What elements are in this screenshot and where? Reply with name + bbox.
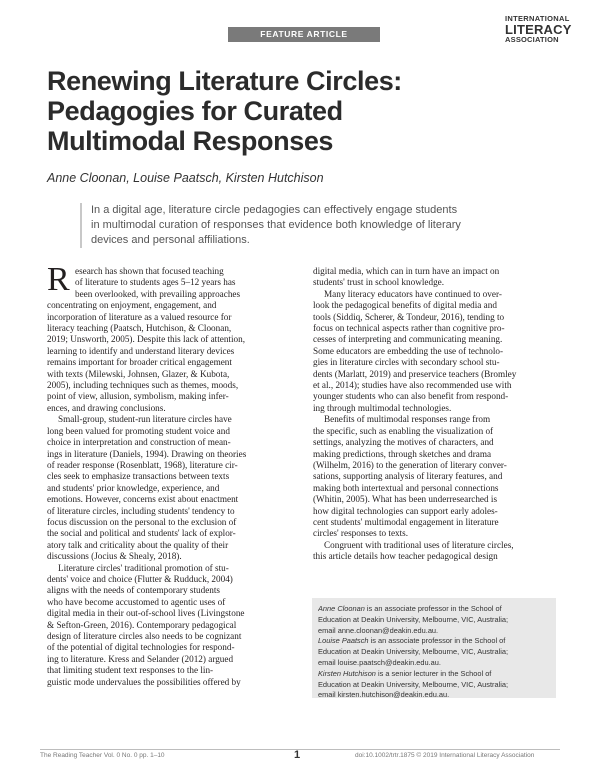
text-line: Congruent with traditional uses of literature circles, [324,539,514,550]
text-line: circles' responses to texts. [313,528,409,539]
text-line: making predictions, through sketches and drama [313,448,492,459]
text-line: dents (Marlatt, 2019) and preservice teachers (Bromley [313,368,517,379]
title-line: Renewing Literature Circles: [47,66,402,96]
text-line: of literature to students ages 5–12 years has [75,277,236,288]
page-number: 1 [294,749,301,761]
journal-citation: The Reading Teacher Vol. 0 No. 0 pp. 1–10 [40,752,165,759]
text-line: settings, analyzing the motives of characters, and [313,437,494,448]
text-line: (Wilhelm, 2016) to the generation of literary conver- [313,459,507,470]
text-line: the specific, such as enabling the visualization of [313,425,494,436]
text-line: ing to literature. Kress and Selander (2012) argued [47,653,234,664]
text-line: cesses of interpreting and communicating meaning. [313,334,503,345]
bio-author-name: Anne Cloonan [318,604,365,613]
text-line: Some educators are embedding the use of technolo- [313,345,504,356]
text-line: incorporation of literature as a valued resource for [47,311,232,322]
text-line: cles seek to emphasize transactions between texts [47,471,230,482]
text-line: this article details how teacher pedagogical design [313,551,498,562]
text-line: look the pedagogical benefits of digital media and [313,300,497,311]
text-line: remains important for broader critical engagement [47,357,232,368]
article-title [47,66,507,156]
body-column-right [313,266,558,563]
text-line: choice in interpretation and construction of mean- [47,437,231,448]
bio-line [318,669,550,680]
text-line: & Sefton-Green, 2016). Contemporary pedagogical [47,619,237,630]
feature-article-label: FEATURE ARTICLE [228,27,380,42]
text-line: who have become accustomed to agentic uses of [47,596,226,607]
text-line: ing through multimodal technologies. [313,402,452,413]
text-line: emotions. However, concerns exist about enactment [47,494,239,505]
text-line: with texts (Milewski, Johnsen, Glazer, & Kubota, [47,368,230,379]
body-column-left [47,261,300,688]
title-line: Multimodal Responses [47,126,334,156]
text-line: how digital technologies can support early adoles- [313,505,498,516]
text-line: esearch has shown that focused teaching [75,266,224,276]
bio-text: Education at Deakin University, Melbourne, VIC, Australia; [318,679,509,689]
bio-text: is an associate professor in the School of [364,604,502,613]
text-line: ences, and drawing conclusions. [47,402,166,413]
text-line: literacy teaching (Paatsch, Hutchison, & Cloonan, [47,323,232,334]
text-line: and students' prior knowledge, experience, and [47,482,220,493]
bio-text: is a senior lecturer in the School of [375,668,492,678]
text-line: Benefits of multimodal responses range from [324,414,491,425]
bio-text: is an associate professor in the School of [368,636,506,646]
text-line: the social and political and students' lack of explor- [47,528,236,539]
text-line: aligns with the needs of contemporary students [47,585,220,596]
text-line: atory talk and criticality about the quality of their [47,539,229,550]
text-line: tools (Siddiq, Scherer, & Tondeur, 2016), tending to [313,311,505,322]
title-line: Pedagogies for Curated [47,96,343,126]
bio-line [318,626,550,637]
text-line: digital media, which can in turn have an impact on [313,266,500,276]
text-line: been overlooked, with prevailing approaches [75,288,241,299]
abstract-line: in multimodal curation of responses that evidence both knowledge of literary [91,219,461,231]
text-line: of literature circles, including students' tendency to [47,505,235,516]
author-list: Anne Cloonan, Louise Paatsch, Kirsten Hutchison [47,171,324,185]
ila-logo [505,15,585,43]
text-line: younger students who can also benefit from respond- [313,391,509,402]
text-line: ings in literature (Daniels, 1994). Drawing on theories [47,448,247,459]
text-line: design of literature circles also needs to be cognizant [47,631,242,641]
abstract [80,203,521,248]
text-line: long been valued for promoting student voice and [47,425,230,436]
bio-text: email kirsten.hutchison@deakin.edu.au. [318,690,450,700]
text-line: concentrating on enjoyment, engagement, and [47,300,217,311]
text-line: gies in literature circles with secondary school stu- [313,357,500,368]
bio-text: Education at Deakin University, Melbourne, VIC, Australia; [318,647,509,657]
bio-line [318,658,550,669]
text-line: Many literacy educators have continued to over- [324,288,502,299]
text-line: dents' voice and choice (Flutter & Rudduck, 2004) [47,573,233,584]
text-line: sations, supporting analysis of literary features, and [313,471,503,482]
text-line: focus on technical aspects rather than cognitive pro- [313,323,505,334]
text-line: 2005), including techniques such as themes, moods, [47,380,239,391]
bio-author-name: Kirsten Hutchison [318,668,376,678]
text-line: students' trust in school knowledge. [313,277,445,288]
abstract-line: devices and personal affiliations. [91,234,250,246]
text-line: focus discussion on the personal to the exclusion of [47,516,237,527]
bio-line [318,647,550,658]
bio-line [318,690,550,701]
text-line: et al., 2014); studies have also recommended use with [313,380,512,391]
bio-text: email anne.cloonan@deakin.edu.au. [318,625,439,635]
bio-line [318,615,550,626]
logo-line: ASSOCIATION [505,34,559,44]
text-line: Literature circles' traditional promotion of stu- [58,562,229,573]
text-line: digital media in their out-of-school lives (Livingstone [47,608,245,619]
text-line: that limiting student text responses to the lin- [47,665,214,676]
text-line: making both intertextual and personal connections [313,482,499,493]
bio-text: email louise.paatsch@deakin.edu.au. [318,657,441,667]
abstract-line: In a digital age, literature circle pedagogies can effectively engage students [91,204,458,216]
bio-line [318,604,550,615]
text-line: (Whitin, 2005). What has been underresearched is [313,494,498,505]
bio-text: Education at Deakin University, Melbourne, VIC, Australia; [318,614,509,624]
doi-copyright: doi:10.1002/trtr.1875 © 2019 International Literacy Association [355,752,535,759]
text-line: learning to identify and understand literary devices [47,345,235,356]
bio-line [318,680,550,691]
drop-cap: R [47,261,70,298]
logo-line: INTERNATIONAL [505,14,570,23]
logo-line: LITERACY [505,21,572,37]
bio-author-name: Louise Paatsch [318,636,369,646]
text-line: of the potential of digital technologies for respond- [47,642,235,653]
author-bio-box [312,598,556,698]
text-line: Small-group, student-run literature circles have [58,414,232,425]
bio-line [318,636,550,647]
text-line: 2019; Unsworth, 2005). Despite this lack of attention, [47,334,246,345]
text-line: guistic mode undervalues the possibilities offered by [47,676,241,687]
text-line: point of view, allusion, symbolism, making infer- [47,391,229,402]
text-line: discussions (Jocius & Shealy, 2018). [47,551,182,562]
text-line: cent students' multimodal engagement in literature [313,516,499,527]
text-line: of reader response (Rosenblatt, 1968), literature cir- [47,459,238,470]
